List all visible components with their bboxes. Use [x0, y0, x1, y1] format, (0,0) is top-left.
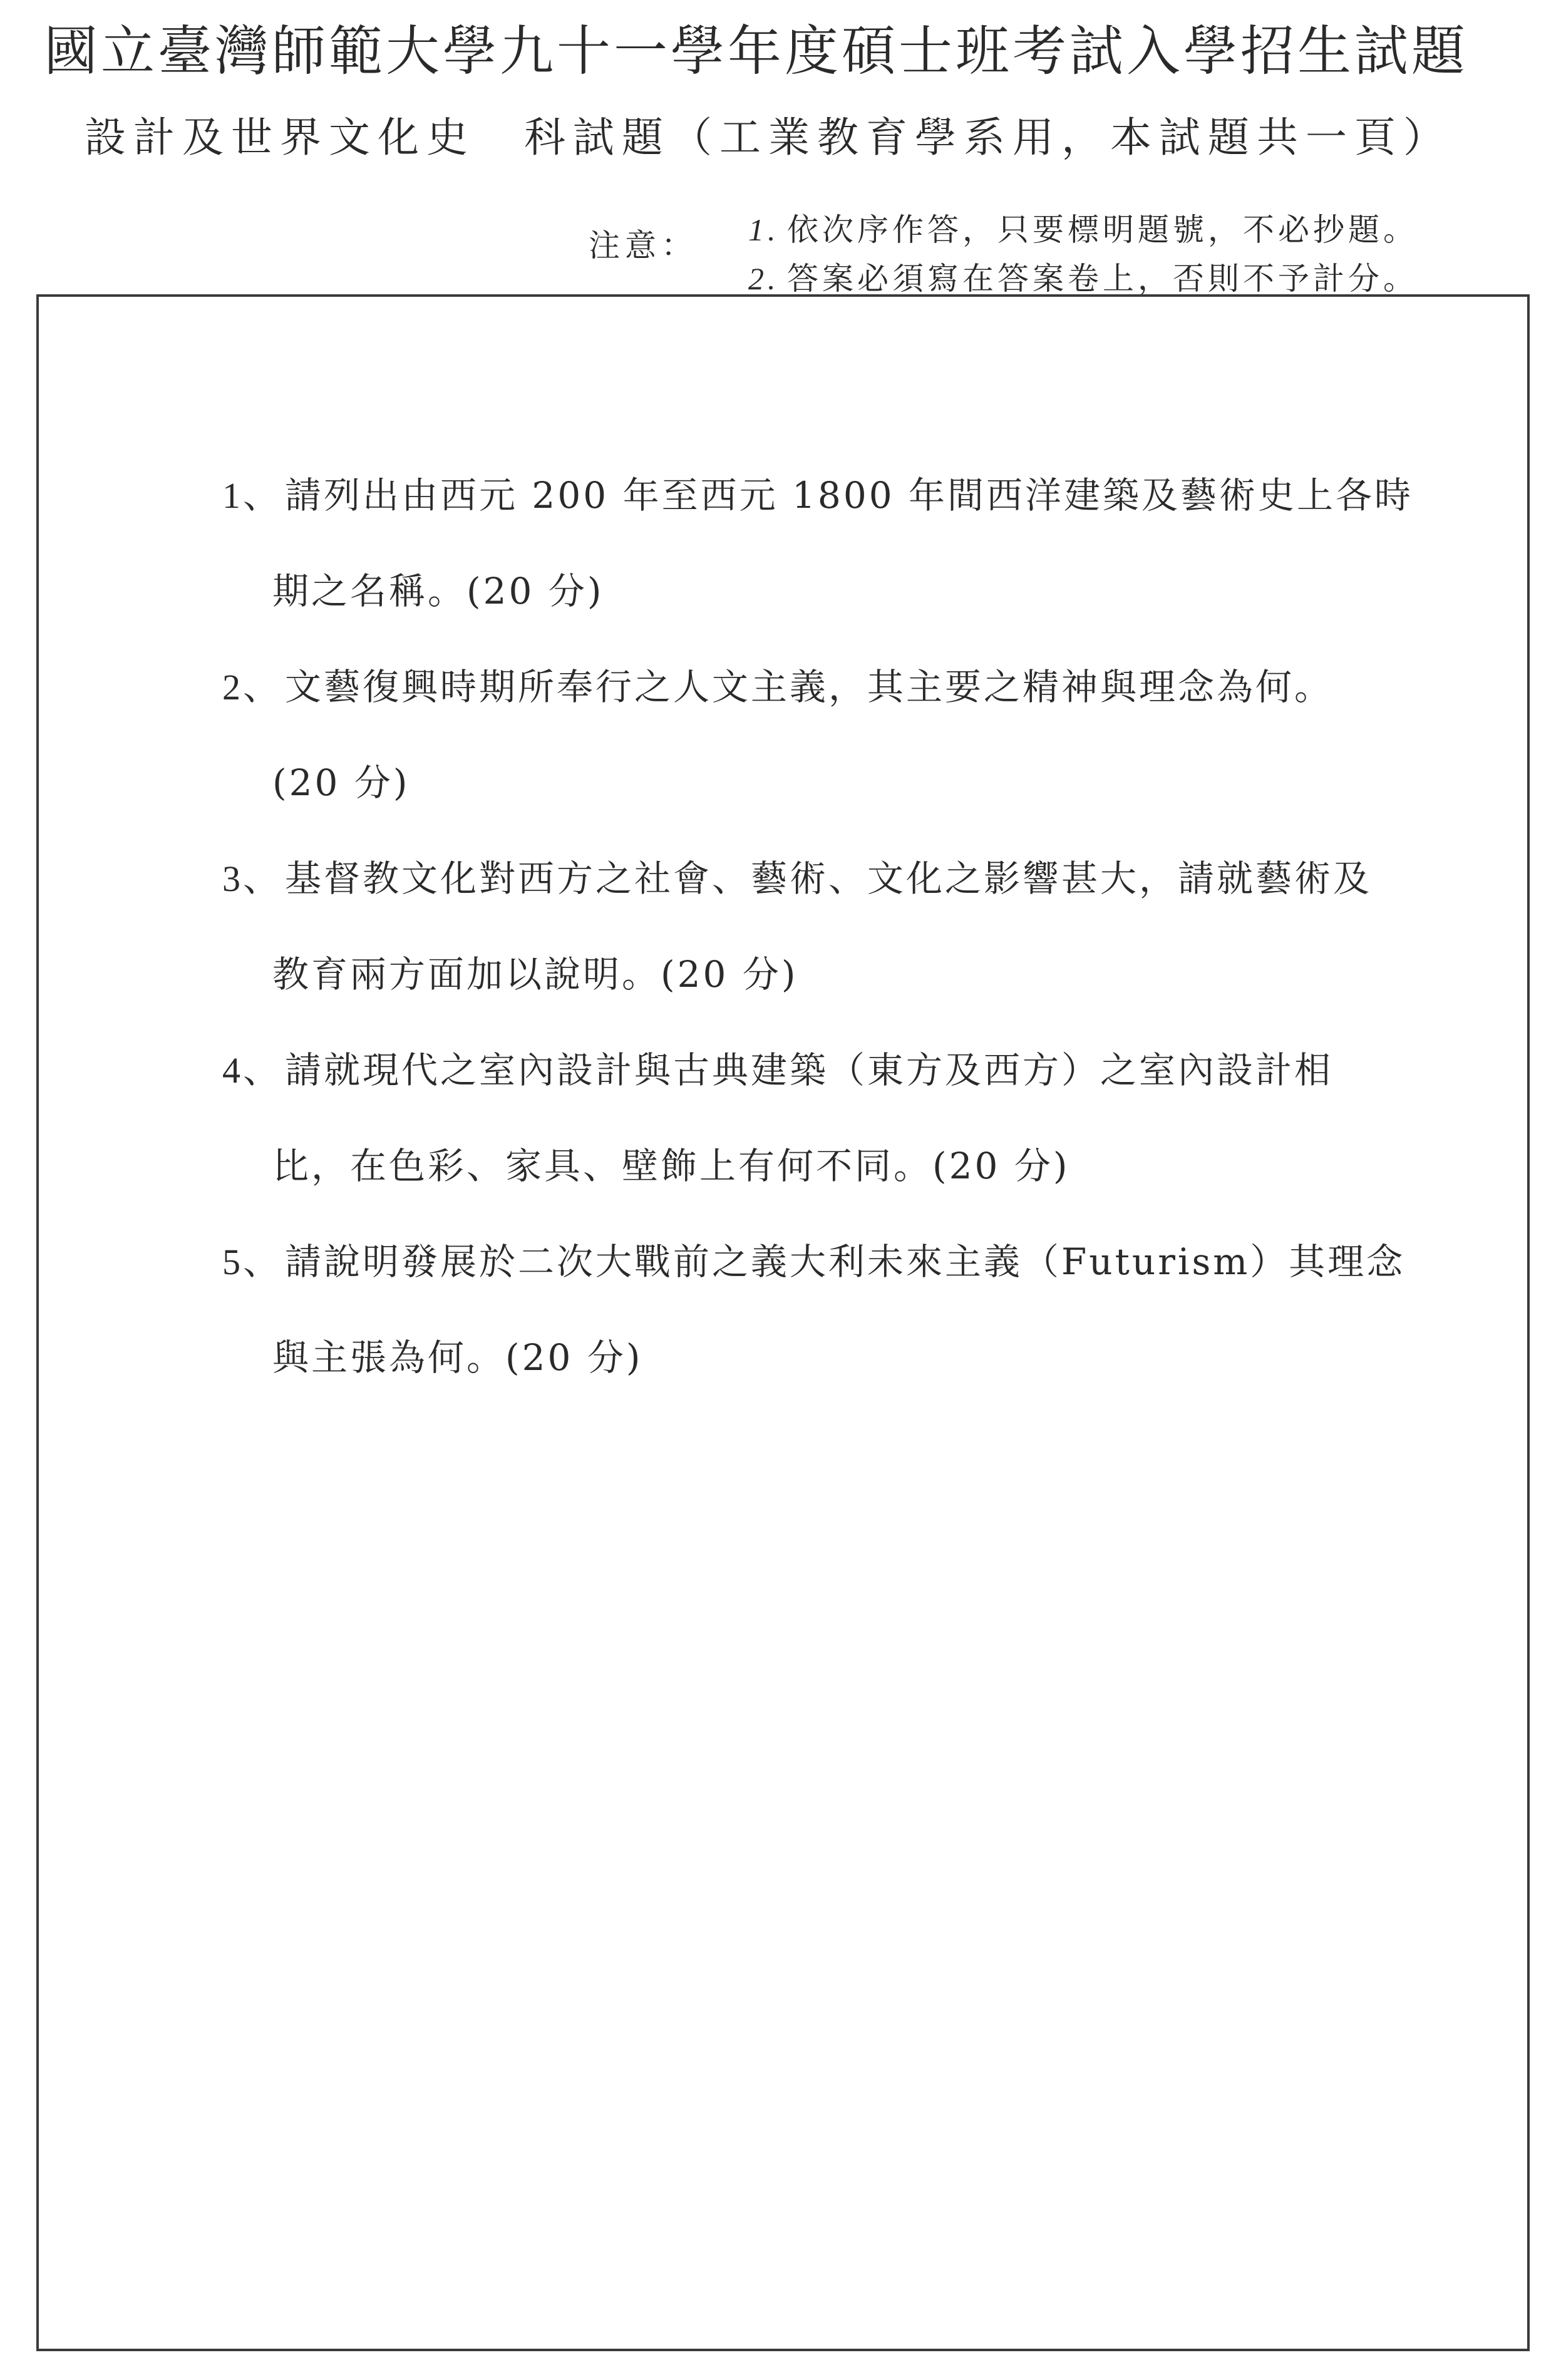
question-number: 4、 — [222, 1050, 282, 1091]
question-text-continued: 期之名稱。(20 分) — [272, 570, 604, 612]
notice-item — [748, 205, 1418, 254]
notice-list — [748, 205, 1418, 303]
notice-label: 注意： — [589, 227, 698, 264]
question-text: 文藝復興時期所奉行之人文主義，其主要之精神與理念為何。 — [285, 666, 1334, 708]
exam-title: 國立臺灣師範大學九十一學年度碩士班考試入學招生試題 — [44, 20, 1468, 83]
notice-item-number: 1. — [748, 212, 780, 247]
question-number: 2、 — [222, 667, 282, 708]
question-text-continued: (20 分) — [272, 761, 410, 804]
question-1 — [222, 448, 1412, 639]
notice-item-text: 依次序作答，只要標明題號，不必抄題。 — [787, 212, 1418, 248]
question-number: 1、 — [222, 475, 282, 516]
question-text: 請說明發展於二次大戰前之義大利未來主義（Futurism）其理念 — [285, 1240, 1406, 1283]
question-text: 基督教文化對西方之社會、藝術、文化之影響甚大，請就藝術及 — [285, 857, 1373, 900]
question-text-continued: 與主張為何。(20 分) — [272, 1336, 643, 1379]
question-4 — [222, 1023, 1412, 1214]
question-5 — [222, 1214, 1412, 1406]
question-list — [222, 448, 1412, 1406]
question-number: 3、 — [222, 858, 282, 899]
question-text: 請就現代之室內設計與古典建築（東方及西方）之室內設計相 — [285, 1049, 1334, 1091]
notice-item-text: 答案必須寫在答案卷上，否則不予計分。 — [787, 260, 1418, 297]
question-3 — [222, 831, 1412, 1023]
notice-item-number: 2. — [748, 261, 780, 296]
question-text: 請列出由西元 200 年至西元 1800 年間西洋建築及藝術史上各時 — [285, 474, 1414, 517]
question-text-continued: 比，在色彩、家具、壁飾上有何不同。(20 分) — [272, 1145, 1070, 1187]
question-2 — [222, 639, 1412, 831]
question-text-continued: 教育兩方面加以說明。(20 分) — [272, 953, 798, 996]
question-number: 5、 — [222, 1242, 282, 1282]
exam-subtitle: 設計及世界文化史 科試題（工業教育學系用，本試題共一頁） — [85, 113, 1452, 162]
